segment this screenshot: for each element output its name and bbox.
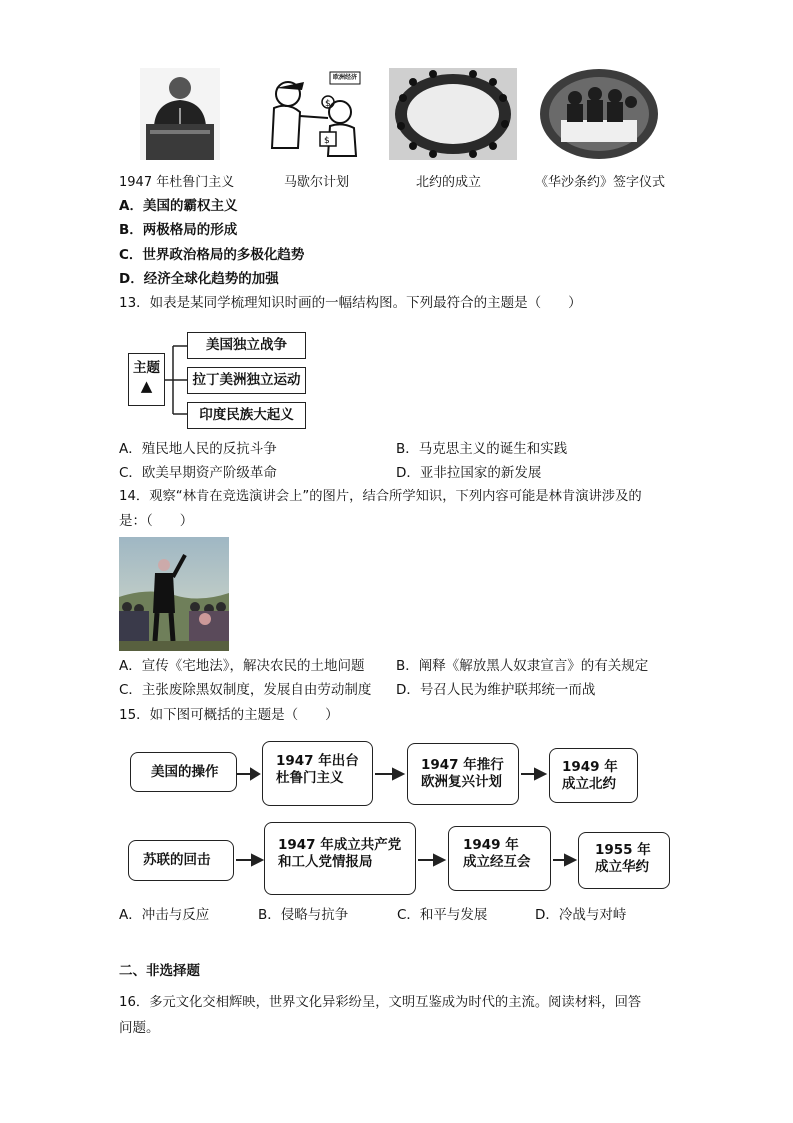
- step-line2: 杜鲁门主义: [276, 770, 344, 786]
- q12-option-a[interactable]: A．美国的霸权主义: [119, 198, 238, 214]
- branch-us-independence: [187, 332, 306, 359]
- step-line2: 成立北约: [562, 776, 616, 792]
- step-line1: 1955 年: [595, 842, 651, 858]
- step-line1: 1947 年推行: [421, 757, 504, 773]
- q14-option-c[interactable]: C．主张废除黑奴制度，发展自由劳动制度: [119, 682, 372, 698]
- arrow-right-icon: [234, 853, 266, 867]
- lincoln-speech-painting: [119, 537, 229, 651]
- arrow-right-icon: [551, 853, 579, 867]
- q13-stem: 13．如表是某同学梳理知识时画的一幅结构图。下列最符合的主题是（ ）: [119, 295, 582, 311]
- q12-option-c[interactable]: C．世界政治格局的多极化趋势: [119, 247, 305, 263]
- step-line2: 成立经互会: [463, 854, 531, 870]
- ussr-step-cominform: [264, 822, 416, 895]
- ussr-step-comecon: [448, 826, 551, 891]
- us-step-marshall: [407, 743, 519, 805]
- q16-stem-line1: 16．多元文化交相辉映，世界文化异彩纷呈，文明互鉴成为时代的主流。阅读材料，回答: [119, 995, 642, 1010]
- theme-label: 主题: [133, 360, 160, 376]
- q14-option-a[interactable]: A．宣传《宅地法》，解决农民的土地问题: [119, 658, 365, 674]
- q14-option-d[interactable]: D．号召人民为维护联邦统一而战: [396, 682, 596, 698]
- arrow-right-icon: [237, 767, 263, 781]
- marshall-caption: 马歇尔计划: [284, 175, 350, 190]
- q14-option-b[interactable]: B．阐释《解放黑人奴隶宣言》的有关规定: [396, 658, 649, 674]
- q14-stem-line1: 14．观察“林肯在竞选演讲会上”的图片，结合所学知识，下列内容可能是林肯演讲涉及的: [119, 489, 642, 504]
- q16-stem-line2: 问题。: [119, 1020, 160, 1036]
- branch-india-uprising: [187, 402, 306, 429]
- cartoon-sign-text: 欧洲经济: [333, 74, 358, 81]
- q15-option-b[interactable]: B．侵略与抗争: [258, 907, 349, 923]
- us-step-nato: [549, 748, 638, 803]
- q14-stem-line2: 是：（ ）: [119, 513, 194, 529]
- q12-option-b[interactable]: B．两极格局的形成: [119, 222, 238, 238]
- warsaw-caption: 《华沙条约》签字仪式: [535, 175, 666, 190]
- q15-stem: 15．如下图可概括的主题是（ ）: [119, 707, 339, 723]
- branch-label: 拉丁美洲独立运动: [192, 372, 301, 388]
- ussr-response-label: [128, 840, 234, 881]
- section-heading: 二、非选择题: [119, 963, 200, 979]
- q12-option-d[interactable]: D．经济全球化趋势的加强: [119, 271, 279, 287]
- us-step-truman: [262, 741, 373, 806]
- q15-option-c[interactable]: C．和平与发展: [397, 907, 488, 923]
- nato-caption: 北约的成立: [416, 175, 482, 190]
- q13-option-a[interactable]: A．殖民地人民的反抗斗争: [119, 441, 277, 457]
- truman-photo: [140, 68, 220, 160]
- marshall-plan-cartoon: [258, 68, 370, 160]
- arrow-right-icon: [519, 767, 549, 781]
- us-label-text: 美国的操作: [151, 764, 219, 780]
- step-line1: 1947 年出台: [276, 753, 359, 769]
- q15-option-a[interactable]: A．冲击与反应: [119, 907, 210, 923]
- truman-caption: 1947 年杜鲁门主义: [119, 175, 235, 190]
- svg-text:$: $: [324, 136, 330, 146]
- ussr-label-text: 苏联的回击: [143, 852, 211, 868]
- theme-triangle-icon: ▲: [140, 377, 153, 395]
- step-line2: 成立华约: [595, 859, 649, 875]
- branch-label: 美国独立战争: [206, 337, 287, 353]
- step-line1: 1949 年: [562, 759, 618, 775]
- q15-option-d[interactable]: D．冷战与对峙: [535, 907, 627, 923]
- warsaw-pact-photo: [539, 68, 659, 160]
- q13-option-c[interactable]: C．欧美早期资产阶级革命: [119, 465, 277, 481]
- step-line2: 欧洲复兴计划: [421, 774, 502, 790]
- arrow-right-icon: [416, 853, 448, 867]
- step-line1: 1947 年成立共产党: [278, 837, 402, 853]
- q13-option-d[interactable]: D．亚非拉国家的新发展: [396, 465, 542, 481]
- arrow-right-icon: [373, 767, 407, 781]
- theme-box: [128, 353, 165, 406]
- nato-founding-photo: [389, 68, 517, 160]
- svg-text:$: $: [325, 99, 331, 109]
- step-line1: 1949 年: [463, 837, 519, 853]
- step-line2: 和工人党情报局: [278, 854, 373, 870]
- ussr-step-warsaw: [578, 832, 670, 889]
- q13-option-b[interactable]: B．马克思主义的诞生和实践: [396, 441, 568, 457]
- branch-latin-america: [187, 367, 306, 394]
- branch-label: 印度民族大起义: [199, 407, 294, 423]
- us-actions-label: [130, 752, 237, 792]
